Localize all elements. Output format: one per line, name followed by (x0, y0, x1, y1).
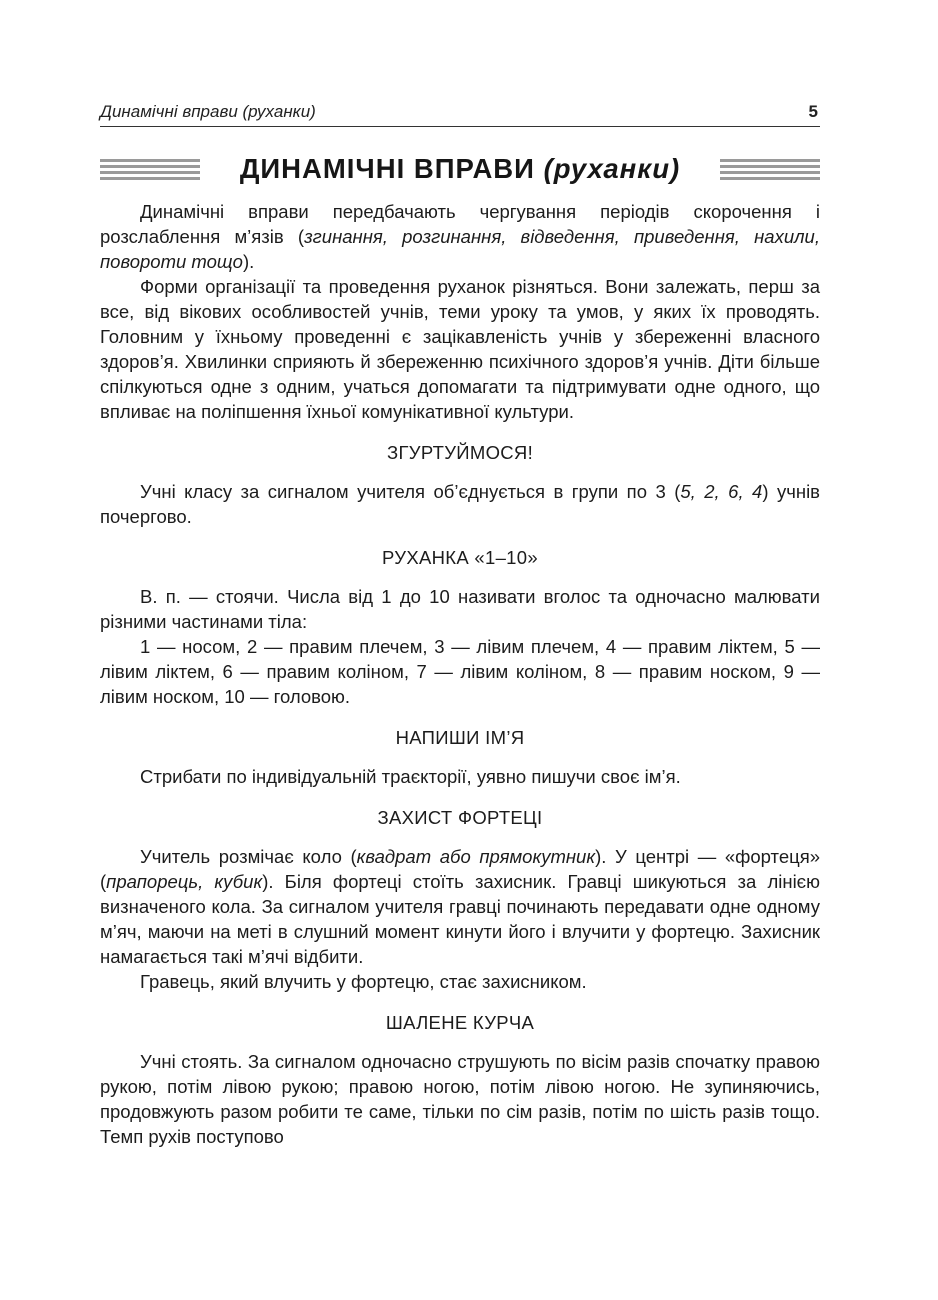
section-text-zakhyst-fortetsi-2: Гравець, який влучить у фортецю, стає захисником. (140, 971, 587, 992)
section-heading-zakhyst-fortetsi: ЗАХИСТ ФОРТЕЦІ (377, 807, 543, 828)
running-header (100, 96, 820, 127)
section-text-rukhanka-2: 1 — носом, 2 — правим плечем, 3 — лівим плечем, 4 — правим ліктем, 5 — лівим ліктем, 6 — правим коліном, 7 — лівим коліном, 8 — правим носком, 9 — лівим носком, 10 — головою. (100, 636, 820, 707)
running-title: Динамічні вправи (руханки) (100, 102, 316, 121)
page-title-sub: (руханки) (543, 153, 681, 184)
title-row (100, 145, 820, 193)
title-decoration-left (100, 159, 200, 180)
section-text-rukhanka-1: В. п. — стоячи. Числа від 1 до 10 називати вголос та одночасно малювати різними частинами тіла: (100, 586, 820, 632)
page-content (100, 199, 820, 1149)
section-heading-rukhanka: РУХАНКА «1–10» (382, 547, 538, 568)
intro-paragraph-1: Динамічні вправи передбачають чергування періодів скорочення і розслаблення м’язів (згинання, розгинання, відведення, приведення, нахили, повороти тощо). (100, 201, 820, 272)
section-heading-napyshy-imia: НАПИШИ ІМ’Я (395, 727, 525, 748)
section-text-shalene-kurcha: Учні стоять. За сигналом одночасно струшують по вісім разів спочатку правою рукою, потім лівою рукою; правою ногою, потім лівою ногою. Не зупиняючись, продовжують разом робити те саме, тільки по сім разів, потім по шість разів тощо. Темп рухів поступово (100, 1051, 820, 1147)
section-text-zgurtuymosia: Учні класу за сигналом учителя об’єднується в групи по 3 (5, 2, 6, 4) учнів почергово. (100, 481, 821, 527)
section-heading-shalene-kurcha: ШАЛЕНЕ КУРЧА (385, 1012, 535, 1033)
intro-paragraph-2: Форми організації та проведення руханок різняться. Вони залежать, перш за все, від вікових особливостей учнів, теми уроку та умов, у яких їх проводять. Головним у їхньому проведенні є зацікавленість учнів у збереженні власного здоров’я. Хвилинки сприяють й збереженню психічного здоров’я учнів. Діти більше спілкуються одне з одним, учаться допомагати та підтримувати одне одного, що впливає на поліпшення їхньої комунікативної культури. (100, 276, 820, 422)
page-title (240, 153, 680, 185)
page-title-main: ДИНАМІЧНІ ВПРАВИ (239, 153, 535, 184)
section-text-zakhyst-fortetsi-1: Учитель розмічає коло (квадрат або прямокутник). У центрі — «фортеця» (прапорець, кубик). Біля фортеці стоїть захисник. Гравці шикуються за лінією визначеного кола. За сигналом учителя гравці починають передавати одне одному м’яч, маючи на меті в слушний момент кинути його і влучити у фортецю. Захисник намагається такі м’ячі відбити. (100, 846, 821, 967)
page-number: 5 (808, 102, 818, 121)
title-decoration-right (720, 159, 820, 180)
section-heading-zgurtuymosia: ЗГУРТУЙМОСЯ! (386, 442, 534, 463)
section-text-napyshy-imia: Стрибати по індивідуальній траєкторії, уявно пишучи своє ім’я. (140, 766, 681, 787)
